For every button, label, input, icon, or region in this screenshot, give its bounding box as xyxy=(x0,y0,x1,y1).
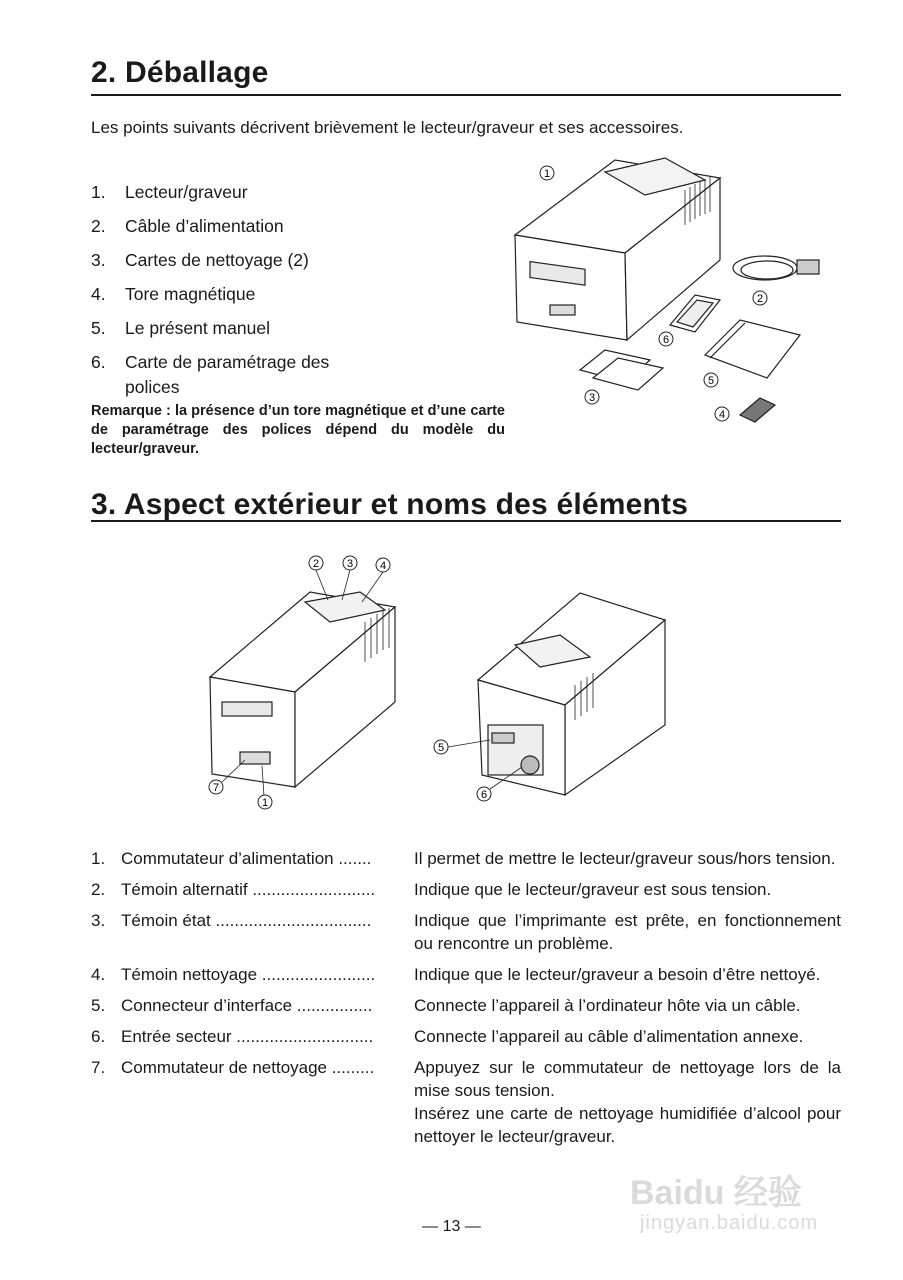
list-item: 2. Câble d’alimentation xyxy=(91,216,284,236)
callout-1: 1 xyxy=(261,797,269,809)
table-row: 1. Commutateur d’alimentation ....... Il permet de mettre le lecteur/graveur sous/hors tension. xyxy=(91,849,836,868)
list-item: 6. Carte de paramétrage des polices xyxy=(91,352,330,397)
table-row: 6. Entrée secteur ............................. Connecte l’appareil au câble d’alimentation annexe. xyxy=(91,1027,804,1046)
callout-5: 5 xyxy=(707,375,715,387)
accessories-illustration xyxy=(505,150,825,435)
callout-6: 6 xyxy=(480,789,488,801)
table-row: 5. Connecteur d’interface ................ Connecte l’appareil à l’ordinateur hôte via un câble. xyxy=(91,996,801,1015)
section2-title: 2. Déballage xyxy=(91,56,269,89)
parts-table xyxy=(91,847,841,1156)
callout-7: 7 xyxy=(212,782,220,794)
page-number: — 13 — xyxy=(422,1218,481,1235)
list-item: 3. Cartes de nettoyage (2) xyxy=(91,250,309,270)
section2-intro: Les points suivants décrivent brièvement le lecteur/graveur et ses accessoires. xyxy=(91,118,684,137)
contents-list xyxy=(91,180,351,409)
callout-5: 5 xyxy=(437,742,445,754)
front-view-illustration xyxy=(200,552,410,812)
remark-note: Remarque : la présence d’un tore magnétique et d’une carte de paramétrage des polices dépend du modèle du lecteur/graveur. xyxy=(91,403,505,457)
callout-4: 4 xyxy=(379,560,387,572)
callout-3: 3 xyxy=(588,392,596,404)
table-row: 7. Commutateur de nettoyage ......... Appuyez sur le commutateur de nettoyage lors de la mise sous tension. Insérez une carte de nettoyage humidifiée d’alcool pour nettoyer le lecteur/graveur. xyxy=(91,1058,841,1146)
callout-2: 2 xyxy=(756,293,764,305)
back-view-illustration xyxy=(430,585,670,810)
callout-6: 6 xyxy=(662,334,670,346)
callout-3: 3 xyxy=(346,558,354,570)
list-item: 4. Tore magnétique xyxy=(91,284,256,304)
printer-front xyxy=(515,235,627,340)
table-row: 3. Témoin état ................................. Indique que l’imprimante est prête, en fonctionnement ou rencontre un problème. xyxy=(91,911,841,953)
section3-rule xyxy=(91,520,841,522)
table-row: 2. Témoin alternatif .......................... Indique que le lecteur/graveur est sous tension. xyxy=(91,880,772,899)
list-item: 5. Le présent manuel xyxy=(91,318,270,338)
callout-4: 4 xyxy=(718,409,726,421)
list-item: 1. Lecteur/graveur xyxy=(91,182,248,202)
section3-title: 3. Aspect extérieur et noms des éléments xyxy=(91,488,689,521)
section2-rule xyxy=(91,94,841,96)
callout-2: 2 xyxy=(312,558,320,570)
callout-1: 1 xyxy=(543,168,551,180)
table-row: 4. Témoin nettoyage ........................ Indique que le lecteur/graveur a besoin d’être nettoyé. xyxy=(91,965,821,984)
watermark-url: jingyan.baidu.com xyxy=(640,1212,819,1234)
watermark-logo: Baidu 经验 xyxy=(630,1174,802,1212)
